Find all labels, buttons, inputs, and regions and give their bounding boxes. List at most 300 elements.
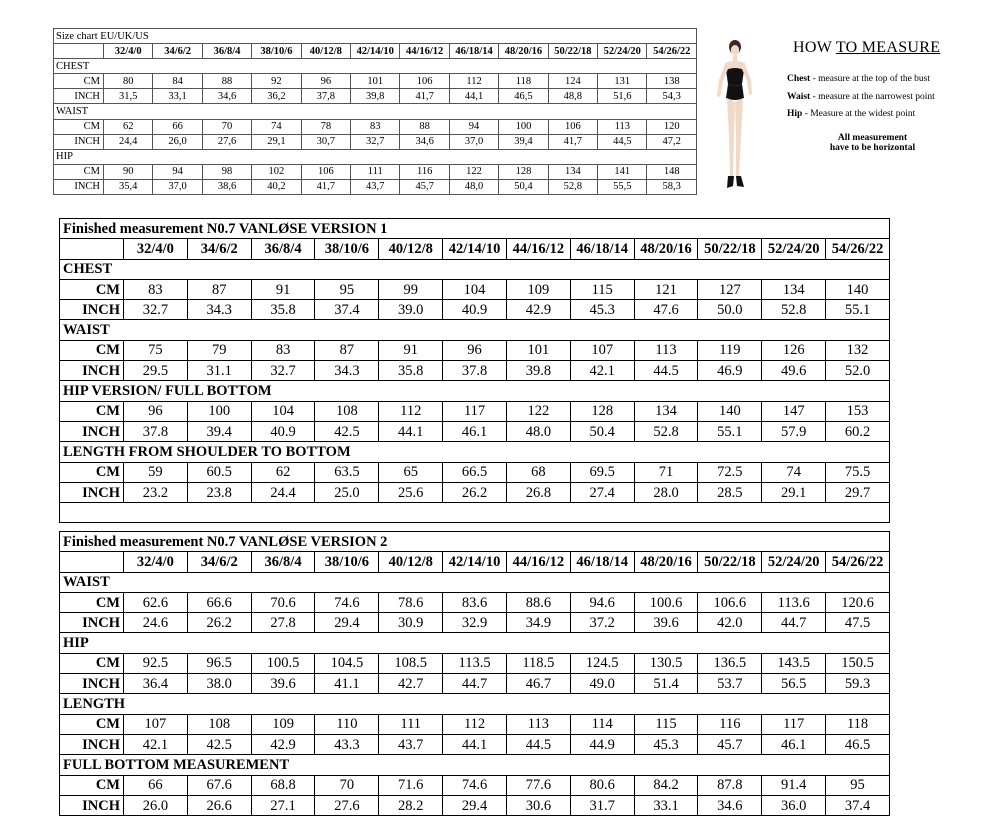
size-header: 36/8/4 — [202, 44, 251, 59]
value-cell: 53.7 — [698, 674, 762, 694]
value-cell: 92 — [252, 74, 301, 89]
value-cell: 30.9 — [379, 613, 443, 633]
size-header: 46/18/14 — [570, 239, 634, 259]
cropped-footer — [0, 832, 1000, 839]
value-cell: 43.7 — [379, 734, 443, 754]
value-cell: 107 — [570, 340, 634, 360]
section-heading: WAIST — [60, 320, 890, 340]
value-cell: 37.4 — [315, 300, 379, 320]
value-cell: 116 — [400, 164, 449, 179]
value-cell: 118 — [826, 714, 890, 734]
table-row — [60, 613, 890, 633]
unit-label: CM — [60, 714, 124, 734]
value-cell: 47.5 — [826, 613, 890, 633]
value-cell: 91 — [379, 340, 443, 360]
value-cell: 134 — [762, 279, 826, 299]
table-row — [54, 74, 697, 89]
value-cell: 45,7 — [400, 179, 449, 194]
table-row — [60, 775, 890, 795]
section-heading: WAIST — [54, 104, 697, 119]
value-cell: 47.6 — [634, 300, 698, 320]
value-cell: 96 — [124, 401, 188, 421]
value-cell: 107 — [124, 714, 188, 734]
value-cell: 96 — [443, 340, 507, 360]
value-cell: 95 — [315, 279, 379, 299]
value-cell: 112 — [379, 401, 443, 421]
table-row — [54, 164, 697, 179]
section-heading: HIP — [60, 633, 890, 653]
value-cell: 98 — [202, 164, 251, 179]
size-header: 46/18/14 — [449, 44, 498, 59]
value-cell: 114 — [570, 714, 634, 734]
table-row — [60, 279, 890, 299]
value-cell: 32.7 — [124, 300, 188, 320]
value-cell: 35,4 — [104, 179, 153, 194]
value-cell: 110 — [315, 714, 379, 734]
value-cell: 26,0 — [153, 134, 202, 149]
value-cell: 65 — [379, 462, 443, 482]
value-cell: 153 — [826, 401, 890, 421]
value-cell: 127 — [698, 279, 762, 299]
size-header: 52/24/20 — [598, 44, 647, 59]
value-cell: 29.1 — [762, 482, 826, 502]
value-cell: 41,7 — [400, 89, 449, 104]
section-heading: FULL BOTTOM MEASUREMENT — [60, 755, 890, 775]
value-cell: 27,6 — [202, 134, 251, 149]
value-cell: 99 — [379, 279, 443, 299]
size-header: 52/24/20 — [762, 552, 826, 572]
size-header: 40/12/8 — [379, 239, 443, 259]
table-row — [60, 592, 890, 612]
unit-label: CM — [54, 74, 104, 89]
value-cell: 49.6 — [762, 361, 826, 381]
value-cell: 134 — [548, 164, 597, 179]
section-heading: CHEST — [54, 59, 697, 74]
value-cell: 74 — [762, 462, 826, 482]
how-to-measure-title: HOW TO MEASURE — [793, 39, 941, 56]
value-cell: 29.5 — [124, 361, 188, 381]
value-cell: 39.6 — [251, 674, 315, 694]
value-cell: 39,8 — [351, 89, 400, 104]
value-cell: 59.3 — [826, 674, 890, 694]
size-header: 46/18/14 — [570, 552, 634, 572]
corner-cell — [60, 239, 124, 259]
value-cell: 70 — [315, 775, 379, 795]
value-cell: 36.4 — [124, 674, 188, 694]
size-header: 54/26/22 — [826, 552, 890, 572]
value-cell: 100.6 — [634, 592, 698, 612]
value-cell: 30,7 — [301, 134, 350, 149]
value-cell: 94.6 — [570, 592, 634, 612]
value-cell: 136.5 — [698, 653, 762, 673]
value-cell: 24.6 — [124, 613, 188, 633]
value-cell: 48,8 — [548, 89, 597, 104]
table-row — [60, 300, 890, 320]
value-cell: 44.5 — [506, 734, 570, 754]
value-cell: 70.6 — [251, 592, 315, 612]
value-cell: 60.5 — [187, 462, 251, 482]
value-cell: 83.6 — [443, 592, 507, 612]
value-cell: 75.5 — [826, 462, 890, 482]
unit-label: CM — [60, 401, 124, 421]
value-cell: 121 — [634, 279, 698, 299]
value-cell: 29.4 — [315, 613, 379, 633]
value-cell: 35.8 — [251, 300, 315, 320]
table-row — [54, 89, 697, 104]
value-cell: 34.6 — [698, 795, 762, 815]
value-cell: 111 — [351, 164, 400, 179]
value-cell: 116 — [698, 714, 762, 734]
value-cell: 96.5 — [187, 653, 251, 673]
table-row — [60, 795, 890, 815]
value-cell: 117 — [762, 714, 826, 734]
value-cell: 140 — [698, 401, 762, 421]
horizontal-note: All measurement have to be horizontal — [829, 133, 916, 153]
size-chart-table — [53, 28, 697, 195]
value-cell: 35.8 — [379, 361, 443, 381]
value-cell: 55.1 — [698, 421, 762, 441]
value-cell: 33.1 — [634, 795, 698, 815]
unit-label: INCH — [60, 421, 124, 441]
value-cell: 50,4 — [499, 179, 548, 194]
value-cell: 60.2 — [826, 421, 890, 441]
value-cell: 128 — [499, 164, 548, 179]
value-cell: 90 — [104, 164, 153, 179]
value-cell: 46.7 — [506, 674, 570, 694]
unit-label: CM — [54, 164, 104, 179]
value-cell: 113.5 — [443, 653, 507, 673]
size-header: 40/12/8 — [379, 552, 443, 572]
value-cell: 37.8 — [124, 421, 188, 441]
value-cell: 102 — [252, 164, 301, 179]
value-cell: 42.0 — [698, 613, 762, 633]
value-cell: 55,5 — [598, 179, 647, 194]
size-header: 44/16/12 — [506, 552, 570, 572]
size-header: 50/22/18 — [548, 44, 597, 59]
table-row — [60, 674, 890, 694]
value-cell: 104 — [251, 401, 315, 421]
value-cell: 101 — [351, 74, 400, 89]
value-cell: 68.8 — [251, 775, 315, 795]
value-cell: 104.5 — [315, 653, 379, 673]
value-cell: 126 — [762, 340, 826, 360]
value-cell: 118 — [499, 74, 548, 89]
value-cell: 84 — [153, 74, 202, 89]
finished-measurement-version-1-table — [59, 218, 890, 523]
value-cell: 78 — [301, 119, 350, 134]
unit-label: INCH — [60, 613, 124, 633]
unit-label: CM — [60, 653, 124, 673]
value-cell: 44.9 — [570, 734, 634, 754]
size-header: 36/8/4 — [251, 239, 315, 259]
value-cell: 70 — [202, 119, 251, 134]
value-cell: 26.8 — [506, 482, 570, 502]
value-cell: 34.3 — [187, 300, 251, 320]
value-cell: 26.2 — [187, 613, 251, 633]
value-cell: 113.6 — [762, 592, 826, 612]
value-cell: 100 — [499, 119, 548, 134]
value-cell: 37,0 — [449, 134, 498, 149]
value-cell: 37.4 — [826, 795, 890, 815]
how-to-measure-panel — [705, 28, 995, 198]
unit-label: INCH — [60, 734, 124, 754]
value-cell: 112 — [449, 74, 498, 89]
size-header: 38/10/6 — [315, 552, 379, 572]
value-cell: 58,3 — [647, 179, 697, 194]
size-header: 34/6/2 — [187, 552, 251, 572]
value-cell: 26.2 — [443, 482, 507, 502]
value-cell: 43,7 — [351, 179, 400, 194]
size-header: 36/8/4 — [251, 552, 315, 572]
value-cell: 52.8 — [762, 300, 826, 320]
value-cell: 80.6 — [570, 775, 634, 795]
value-cell: 24,4 — [104, 134, 153, 149]
value-cell: 37.2 — [570, 613, 634, 633]
value-cell: 75 — [124, 340, 188, 360]
value-cell: 120 — [647, 119, 697, 134]
value-cell: 42.5 — [187, 734, 251, 754]
size-header: 48/20/16 — [634, 552, 698, 572]
value-cell: 57.9 — [762, 421, 826, 441]
value-cell: 25.0 — [315, 482, 379, 502]
value-cell: 42.7 — [379, 674, 443, 694]
value-cell: 113 — [634, 340, 698, 360]
value-cell: 46.1 — [443, 421, 507, 441]
value-cell: 143.5 — [762, 653, 826, 673]
value-cell: 50.4 — [570, 421, 634, 441]
section-heading: CHEST — [60, 259, 890, 279]
section-heading: HIP — [54, 149, 697, 164]
value-cell: 109 — [506, 279, 570, 299]
value-cell: 39.4 — [187, 421, 251, 441]
size-header: 32/4/0 — [104, 44, 153, 59]
section-heading: HIP VERSION/ FULL BOTTOM — [60, 381, 890, 401]
value-cell: 37.8 — [443, 361, 507, 381]
table-row — [60, 653, 890, 673]
size-header: 34/6/2 — [187, 239, 251, 259]
size-header: 42/14/10 — [443, 239, 507, 259]
value-cell: 100.5 — [251, 653, 315, 673]
value-cell: 45.3 — [634, 734, 698, 754]
value-cell: 51,6 — [598, 89, 647, 104]
value-cell: 44.1 — [379, 421, 443, 441]
table-title: Finished measurement N0.7 VANLØSE VERSION 1 — [60, 219, 890, 239]
value-cell: 130.5 — [634, 653, 698, 673]
value-cell: 91 — [251, 279, 315, 299]
value-cell: 94 — [153, 164, 202, 179]
value-cell: 56.5 — [762, 674, 826, 694]
size-header: 54/26/22 — [826, 239, 890, 259]
value-cell: 87 — [315, 340, 379, 360]
value-cell: 71.6 — [379, 775, 443, 795]
value-cell: 54,3 — [647, 89, 697, 104]
value-cell: 150.5 — [826, 653, 890, 673]
value-cell: 51.4 — [634, 674, 698, 694]
size-header: 44/16/12 — [400, 44, 449, 59]
value-cell: 148 — [647, 164, 697, 179]
value-cell: 74 — [252, 119, 301, 134]
value-cell: 74.6 — [443, 775, 507, 795]
value-cell: 52.0 — [826, 361, 890, 381]
size-header: 42/14/10 — [351, 44, 400, 59]
size-header: 38/10/6 — [315, 239, 379, 259]
table-row — [60, 361, 890, 381]
size-header: 54/26/22 — [647, 44, 697, 59]
value-cell: 30.6 — [506, 795, 570, 815]
value-cell: 27.6 — [315, 795, 379, 815]
unit-label: INCH — [60, 482, 124, 502]
value-cell: 26.6 — [187, 795, 251, 815]
unit-label: CM — [60, 279, 124, 299]
unit-label: CM — [60, 340, 124, 360]
unit-label: CM — [54, 119, 104, 134]
value-cell: 44,5 — [598, 134, 647, 149]
value-cell: 108 — [315, 401, 379, 421]
value-cell: 67.6 — [187, 775, 251, 795]
table-row — [60, 401, 890, 421]
value-cell: 147 — [762, 401, 826, 421]
table-row — [60, 421, 890, 441]
value-cell: 96 — [301, 74, 350, 89]
section-heading: WAIST — [60, 572, 890, 592]
value-cell: 34.3 — [315, 361, 379, 381]
size-chart-title: Size chart EU/UK/US — [54, 29, 697, 44]
value-cell: 40.9 — [251, 421, 315, 441]
value-cell: 106.6 — [698, 592, 762, 612]
size-header: 52/24/20 — [762, 239, 826, 259]
value-cell: 42.1 — [124, 734, 188, 754]
size-header: 42/14/10 — [443, 552, 507, 572]
size-header: 44/16/12 — [506, 239, 570, 259]
value-cell: 71 — [634, 462, 698, 482]
value-cell: 29.4 — [443, 795, 507, 815]
value-cell: 41,7 — [301, 179, 350, 194]
unit-label: INCH — [54, 179, 104, 194]
value-cell: 72.5 — [698, 462, 762, 482]
size-header: 48/20/16 — [634, 239, 698, 259]
value-cell: 131 — [598, 74, 647, 89]
value-cell: 111 — [379, 714, 443, 734]
value-cell: 62 — [251, 462, 315, 482]
value-cell: 106 — [400, 74, 449, 89]
size-header: 48/20/16 — [499, 44, 548, 59]
value-cell: 84.2 — [634, 775, 698, 795]
value-cell: 34,6 — [400, 134, 449, 149]
value-cell: 83 — [251, 340, 315, 360]
value-cell: 29.7 — [826, 482, 890, 502]
value-cell: 108 — [187, 714, 251, 734]
value-cell: 27.4 — [570, 482, 634, 502]
value-cell: 101 — [506, 340, 570, 360]
value-cell: 66 — [153, 119, 202, 134]
table-row — [54, 179, 697, 194]
value-cell: 118.5 — [506, 653, 570, 673]
value-cell: 83 — [124, 279, 188, 299]
value-cell: 27.1 — [251, 795, 315, 815]
value-cell: 115 — [570, 279, 634, 299]
value-cell: 52,8 — [548, 179, 597, 194]
value-cell: 88.6 — [506, 592, 570, 612]
value-cell: 91.4 — [762, 775, 826, 795]
unit-label: INCH — [54, 89, 104, 104]
value-cell: 34.9 — [506, 613, 570, 633]
value-cell: 62 — [104, 119, 153, 134]
value-cell: 36,2 — [252, 89, 301, 104]
value-cell: 48.0 — [506, 421, 570, 441]
value-cell: 106 — [548, 119, 597, 134]
value-cell: 39.8 — [506, 361, 570, 381]
value-cell: 112 — [443, 714, 507, 734]
value-cell: 34,6 — [202, 89, 251, 104]
value-cell: 29,1 — [252, 134, 301, 149]
value-cell: 46.1 — [762, 734, 826, 754]
value-cell: 88 — [202, 74, 251, 89]
value-cell: 77.6 — [506, 775, 570, 795]
value-cell: 36.0 — [762, 795, 826, 815]
corner-cell — [60, 552, 124, 572]
table-row — [54, 119, 697, 134]
value-cell: 88 — [400, 119, 449, 134]
value-cell: 106 — [301, 164, 350, 179]
value-cell: 95 — [826, 775, 890, 795]
value-cell: 42.5 — [315, 421, 379, 441]
value-cell: 124.5 — [570, 653, 634, 673]
value-cell: 25.6 — [379, 482, 443, 502]
value-cell: 31.1 — [187, 361, 251, 381]
value-cell: 39,4 — [499, 134, 548, 149]
value-cell: 27.8 — [251, 613, 315, 633]
value-cell: 28.0 — [634, 482, 698, 502]
value-cell: 44.5 — [634, 361, 698, 381]
value-cell: 31.7 — [570, 795, 634, 815]
value-cell: 66.5 — [443, 462, 507, 482]
value-cell: 108.5 — [379, 653, 443, 673]
value-cell: 66 — [124, 775, 188, 795]
value-cell: 32,7 — [351, 134, 400, 149]
section-heading: LENGTH — [60, 694, 890, 714]
value-cell: 66.6 — [187, 592, 251, 612]
value-cell: 46.9 — [698, 361, 762, 381]
value-cell: 31,5 — [104, 89, 153, 104]
unit-label: CM — [60, 775, 124, 795]
value-cell: 33,1 — [153, 89, 202, 104]
value-cell: 109 — [251, 714, 315, 734]
value-cell: 104 — [443, 279, 507, 299]
value-cell: 138 — [647, 74, 697, 89]
value-cell: 128 — [570, 401, 634, 421]
value-cell: 26.0 — [124, 795, 188, 815]
value-cell: 44,1 — [449, 89, 498, 104]
section-heading: LENGTH FROM SHOULDER TO BOTTOM — [60, 442, 890, 462]
unit-label: INCH — [60, 795, 124, 815]
value-cell: 41.1 — [315, 674, 379, 694]
value-cell: 38.0 — [187, 674, 251, 694]
value-cell: 79 — [187, 340, 251, 360]
size-header: 38/10/6 — [252, 44, 301, 59]
value-cell: 87 — [187, 279, 251, 299]
size-header: 40/12/8 — [301, 44, 350, 59]
corner-cell — [54, 44, 104, 59]
value-cell: 68 — [506, 462, 570, 482]
value-cell: 74.6 — [315, 592, 379, 612]
value-cell: 62.6 — [124, 592, 188, 612]
value-cell: 122 — [449, 164, 498, 179]
value-cell: 46,5 — [499, 89, 548, 104]
value-cell: 100 — [187, 401, 251, 421]
value-cell: 49.0 — [570, 674, 634, 694]
value-cell: 55.1 — [826, 300, 890, 320]
value-cell: 41,7 — [548, 134, 597, 149]
